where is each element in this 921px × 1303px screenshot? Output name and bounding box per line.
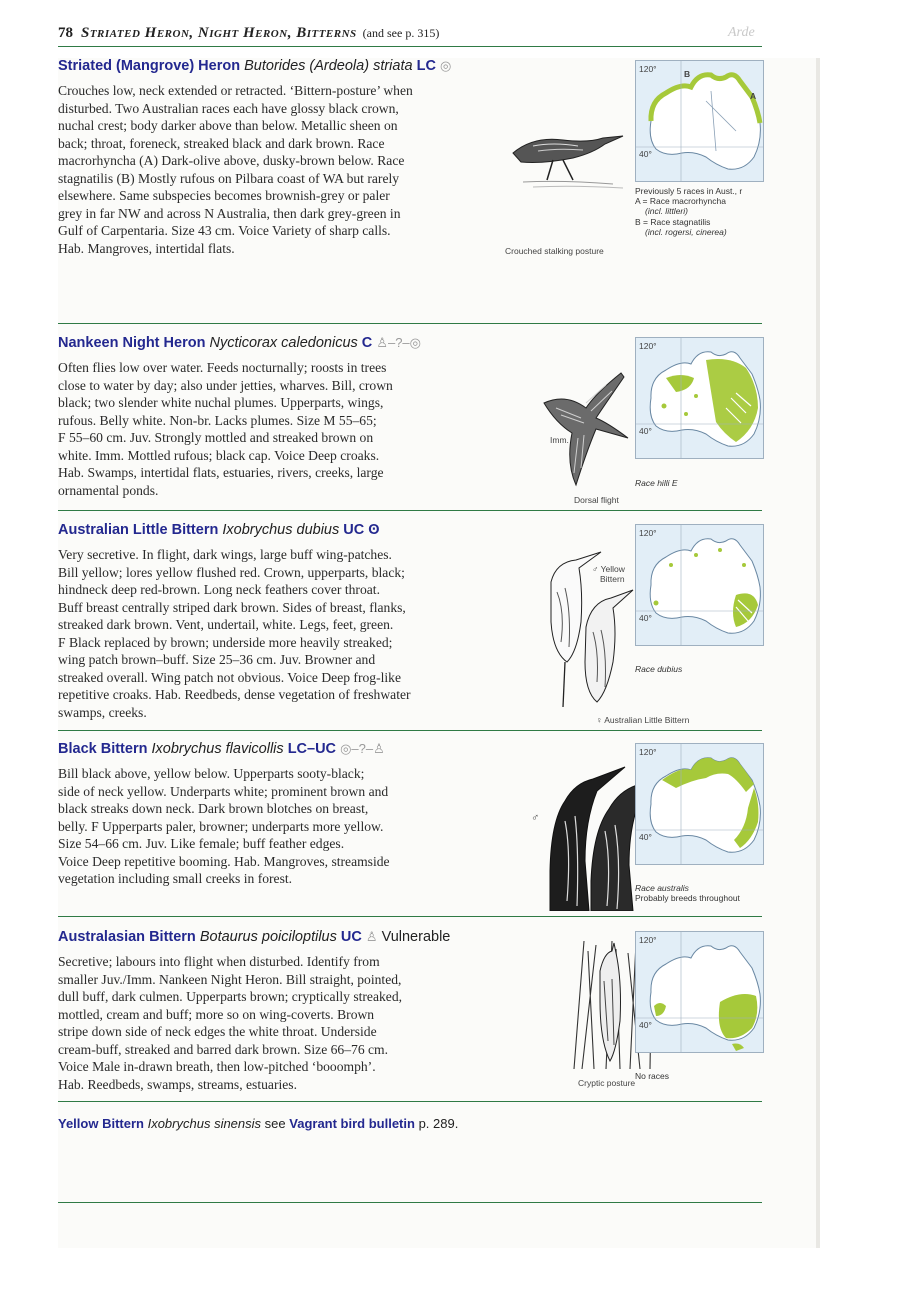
bottom-rule	[58, 1202, 762, 1203]
figure-label-line: ♂ Yellow	[592, 564, 625, 574]
species-common-name: Australasian Bittern	[58, 929, 196, 945]
figure-label: ♂	[531, 812, 540, 824]
map-note: Race hilli E	[635, 478, 678, 488]
figure-caption: Cryptic posture	[578, 1078, 636, 1088]
description-line: back; throat, foreneck, streaked black and dark brown. Race	[58, 135, 385, 151]
running-head	[58, 25, 758, 42]
vagrant-bulletin-reference: Vagrant bird bulletin	[289, 1116, 415, 1131]
map-longitude-label: 120°	[639, 64, 657, 74]
description-line: mottled, cream and buff; more so on wing-coverts. Brown	[58, 1006, 375, 1022]
description-line: Size 54–66 cm. Juv. Like female; buff feather edges.	[58, 836, 345, 851]
distribution-map	[635, 524, 764, 646]
description-line: Hab. Mangroves, intertidal flats.	[58, 240, 235, 256]
description-line: Bill black above, yellow below. Upperparts sooty-black;	[58, 766, 365, 781]
description-line: repetitive croaks. Hab. Reedbeds, dense vegetation of freshwater	[58, 687, 411, 702]
map-latitude-label: 40°	[639, 1020, 652, 1030]
description-line: wing patch brown–buff. Size 25–36 cm. Juv. Browner and	[58, 652, 376, 667]
night-heron-flight-illustration	[536, 363, 631, 493]
description-line: Secretive; labours into flight when disturbed. Identify from	[58, 954, 380, 969]
description-line: swamps, creeks.	[58, 704, 147, 720]
description-line: streaked dark brown. Vent, undertail, white. Legs, feet, green.	[58, 617, 394, 632]
bleed-through-text: Arde	[728, 25, 755, 40]
description-line: hindneck deep red-brown. Long neck feathers cover throat.	[58, 582, 380, 597]
species-status: LC–UC	[287, 741, 337, 757]
species-scientific-name: Botaurus poiciloptilus	[199, 929, 337, 945]
species-status: UC	[343, 522, 365, 538]
figure-caption: ♀ Australian Little Bittern	[596, 715, 690, 725]
figure-label: Imm.	[550, 435, 569, 445]
map-notes	[635, 478, 765, 488]
vagrant-footer-note	[58, 1116, 458, 1131]
map-note: Probably breeds throughout	[635, 893, 740, 904]
description-line: white. Imm. Mottled rufous; black cap. Voice Deep croaks.	[58, 447, 380, 463]
description-line: black; two slender white nuchal plumes. Upperparts, wings,	[58, 395, 384, 410]
description-line: close to water by day; also under jetties, wharves. Bill, crown	[58, 377, 393, 393]
description-line: vegetation including small creeks in forest.	[58, 871, 293, 886]
description-line: belly. F Upperparts paler, browner; underparts more yellow.	[58, 818, 384, 834]
description-line: rufous. Belly white. Non-br. Lacks plumes. Size M 55–65;	[58, 412, 377, 428]
description-line: grey in far NW and across N Australia, then dark grey-green in	[58, 205, 401, 221]
species-entry-black-bittern	[58, 741, 762, 921]
description-line: streaked overall. Wing patch not obvious. Voice Deep frog-like	[58, 669, 401, 685]
figure-label-line: Bittern	[600, 574, 625, 584]
distribution-map	[635, 60, 764, 182]
map-race-marker: A	[750, 91, 757, 101]
description-line: cream-buff, streaked and barred dark brown. Size 66–76 cm.	[58, 1041, 389, 1057]
species-heading	[58, 741, 385, 757]
map-note: (incl. rogersi, cinerea)	[645, 226, 727, 237]
see-word: see	[264, 1116, 286, 1131]
species-scientific-name: Nycticorax caledonicus	[209, 335, 358, 351]
page-title: Striated Heron, Night Heron, Bitterns	[81, 25, 357, 41]
description-line: stagnatilis (B) Mostly rufous on Pilbara coast of WA but rarely	[58, 170, 400, 186]
description-line: nuchal crest; body darker above than below. Metallic sheen on	[58, 118, 398, 133]
map-longitude-label: 120°	[639, 747, 657, 757]
species-common-name: Nankeen Night Heron	[58, 335, 206, 351]
map-race-marker: B	[684, 69, 691, 79]
description-line: F 55–60 cm. Juv. Strongly mottled and streaked brown on	[58, 430, 374, 445]
description-line: ornamental ponds.	[58, 482, 159, 498]
species-common-name: Australian Little Bittern	[58, 522, 219, 538]
species-scientific-name: Ixobrychus dubius	[222, 522, 340, 538]
species-scientific-name: Butorides (Ardeola) striata	[244, 58, 413, 74]
map-note: B = Race stagnatilis	[635, 216, 711, 227]
figure-caption: Dorsal flight	[574, 495, 619, 505]
species-entry-australasian-bittern	[58, 929, 762, 1101]
description-line: Bill yellow; lores yellow flushed red. Crown, upperparts, black;	[58, 564, 405, 580]
species-description	[58, 546, 488, 721]
entry-rule	[58, 1101, 762, 1102]
description-line: elsewhere. Same subspecies becomes brownish-grey or paler	[58, 188, 390, 203]
conservation-status: Vulnerable	[381, 929, 451, 945]
page-number: 78	[58, 25, 73, 41]
species-entry-nankeen-night-heron	[58, 335, 762, 510]
species-common-name: Black Bittern	[58, 741, 148, 757]
map-latitude-label: 40°	[639, 426, 652, 436]
species-entry-striated-heron	[58, 58, 762, 328]
map-notes	[635, 883, 765, 903]
species-status-symbols: ◎	[439, 58, 452, 73]
species-common-name: Striated (Mangrove) Heron	[58, 58, 241, 74]
figure-caption: Crouched stalking posture	[505, 246, 604, 256]
description-line: Often flies low over water. Feeds nocturnally; roosts in trees	[58, 360, 387, 375]
description-line: F Black replaced by brown; underside more heavily streaked;	[58, 634, 393, 650]
vagrant-species-name: Yellow Bittern	[58, 1116, 144, 1131]
species-status: LC	[416, 58, 436, 74]
map-note: Race australis	[635, 883, 689, 893]
description-line: Voice Deep repetitive booming. Hab. Mangroves, streamside	[58, 853, 390, 869]
species-status: C	[361, 335, 373, 351]
species-heading	[58, 335, 421, 351]
entry-rule	[58, 510, 762, 511]
entry-rule	[58, 916, 762, 917]
species-heading	[58, 929, 450, 945]
description-line: smaller Juv./Imm. Nankeen Night Heron. Bill straight, pointed,	[58, 971, 402, 987]
map-note: (incl. littleri)	[645, 206, 688, 217]
description-line: Hab. Reedbeds, swamps, streams, estuaries.	[58, 1076, 297, 1092]
description-line: Buff breast centrally striped dark brown. Sides of breast, flanks,	[58, 599, 406, 615]
species-description	[58, 359, 488, 499]
map-latitude-label: 40°	[639, 149, 652, 159]
species-description	[58, 953, 488, 1093]
description-line: black streaks down neck. Dark brown blotches on breast,	[58, 801, 369, 816]
description-line: Voice Male in-drawn breath, then low-pitched ‘booomph’.	[58, 1059, 376, 1074]
map-note: Previously 5 races in Aust., r	[635, 186, 743, 196]
entry-rule	[58, 323, 762, 324]
species-entry-australian-little-bittern	[58, 522, 762, 732]
species-status-symbols: ʘ	[368, 522, 380, 538]
description-line: macrorhyncha (A) Dark-olive above, dusky-brown below. Race	[58, 153, 405, 168]
entry-rule	[58, 730, 762, 731]
map-notes	[635, 664, 765, 674]
description-line: stripe down side of neck edges the white throat. Underside	[58, 1024, 377, 1039]
map-notes	[635, 1071, 765, 1081]
description-line: disturbed. Two Australian races each have glossy black crown,	[58, 100, 399, 116]
distribution-map	[635, 337, 764, 459]
map-notes	[635, 186, 765, 237]
map-latitude-label: 40°	[639, 832, 652, 842]
map-longitude-label: 120°	[639, 935, 657, 945]
description-line: Very secretive. In flight, dark wings, large buff wing-patches.	[58, 547, 392, 562]
description-line: Gulf of Carpentaria. Size 43 cm. Voice Variety of sharp calls.	[58, 223, 391, 238]
map-note: No races	[635, 1071, 670, 1081]
species-status-symbols: ♙–?–◎	[376, 335, 421, 350]
species-status-symbols: ◎–?–♙	[340, 741, 385, 756]
figure-label	[592, 564, 625, 584]
species-status: UC	[340, 929, 362, 945]
distribution-map	[635, 931, 764, 1053]
vagrant-scientific-name: Ixobrychus sinensis	[147, 1116, 262, 1131]
map-note: Race dubius	[635, 664, 683, 674]
description-line: Hab. Swamps, intertidal flats, estuaries, rivers, creeks, large	[58, 465, 384, 480]
description-line: Crouches low, neck extended or retracted. ‘Bittern-posture’ when	[58, 83, 413, 98]
species-description	[58, 82, 488, 257]
bulletin-page-reference: p. 289.	[418, 1116, 459, 1131]
map-latitude-label: 40°	[639, 613, 652, 623]
heron-crouching-illustration	[503, 98, 633, 193]
map-longitude-label: 120°	[639, 341, 657, 351]
header-rule	[58, 46, 762, 47]
description-line: dull buff, dark culmen. Upperparts brown; cryptically streaked,	[58, 989, 403, 1004]
species-heading	[58, 522, 380, 538]
description-line: side of neck yellow. Underparts white; prominent brown and	[58, 783, 389, 799]
map-longitude-label: 120°	[639, 528, 657, 538]
page-see-reference: (and see p. 315)	[362, 26, 440, 40]
species-status-symbols: ♙	[365, 929, 378, 944]
map-note: A = Race macrorhyncha	[635, 196, 726, 207]
distribution-map	[635, 743, 764, 865]
species-heading	[58, 58, 451, 74]
species-scientific-name: Ixobrychus flavicollis	[151, 741, 284, 757]
species-description	[58, 765, 488, 888]
page-edge	[816, 58, 820, 1248]
